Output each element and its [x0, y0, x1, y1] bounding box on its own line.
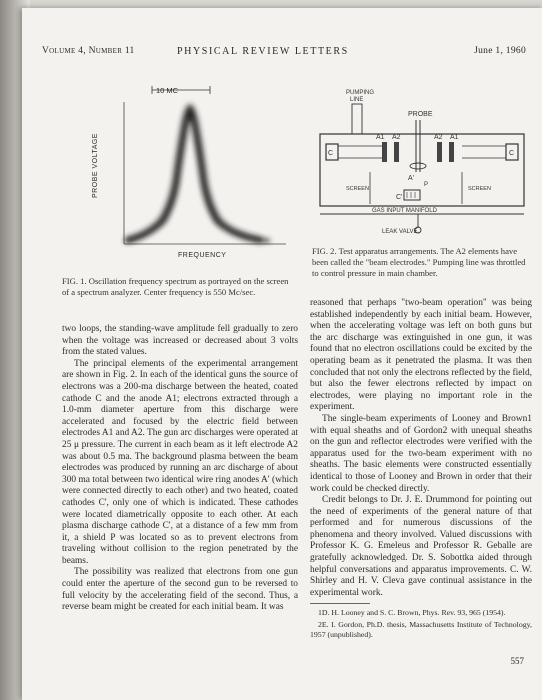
apparatus-diagram [312, 86, 532, 236]
label-c-prime: C' [396, 194, 403, 201]
electrode-a1-left [382, 142, 387, 162]
label-a2-left: A2 [392, 134, 401, 141]
running-header [42, 46, 526, 60]
journal-page [22, 8, 542, 700]
label-a2-right: A2 [434, 134, 443, 141]
paragraph: two loops, the standing-wave amplitude fell gradually to zero when the voltage was increased or decreased about 3 volts from the stated values. [62, 324, 298, 358]
ring-anode [410, 163, 426, 169]
footnote: 2E. I. Gordon, Ph.D. thesis, Massachusetts Institute of Technology, 1957 (unpublished). [310, 620, 532, 640]
spectrum-plot [110, 80, 290, 252]
label-a1-right: A1 [450, 134, 459, 141]
scale-label: 10 MC [156, 86, 179, 95]
label-manifold: GAS INPUT MANIFOLD [372, 208, 437, 214]
plasma-cathode [404, 190, 420, 200]
electrode-a2-right [437, 142, 442, 162]
footnote: 1D. H. Looney and S. C. Brown, Phys. Rev. 93, 965 (1954). [318, 608, 506, 618]
label-cathode-right: C [509, 150, 515, 157]
journal-title: PHYSICAL REVIEW LETTERS [177, 46, 349, 57]
x-axis-label: FREQUENCY [178, 252, 227, 259]
page-number: 557 [510, 656, 524, 666]
figure-2-caption: FIG. 2. Test apparatus arrangements. The A2 elements have been called the "beam electrodes." Pumping line was throttled to control pressure in main chamber. [312, 246, 526, 278]
footnote-rule [310, 603, 370, 604]
paragraph: Credit belongs to Dr. J. E. Drummond for pointing out the need of experiments of the general nature of that performed and for numerous discussions of the phenomena and theory involved. Valued discussions with Professor K. G. Emeleus and Professor R. Geballe are gratefully acknowledged. Dr. S. Sobottka aided through helpful conversations and apparatus improvements. C. W. Shirley and H. V. Cleva gave continual assistance in the experimental work. [310, 495, 532, 598]
paragraph: The possibility was realized that electrons from one gun could enter the aperture of the second gun to be reversed to full velocity by the accelerating field of the second. Thus, a reverse beam might be created for each initial beam. It was [62, 567, 298, 613]
paragraph: The single-beam experiments of Looney and Brown1 with equal sheaths and of Gordon2 with unequal sheaths on the gun and reflector electrodes were verified with the apparatus used for the two-beam experiment with no sheaths. The basic elements were constructed essentially identical to those of Looney and Brown in order that their work could be checked directly. [310, 413, 532, 494]
electrode-a2-left [394, 142, 399, 162]
figure-2-apparatus [312, 86, 532, 236]
label-screen-right: SCREEN [468, 186, 491, 192]
pumping-line [352, 104, 362, 134]
main-chamber [320, 134, 524, 206]
y-axis-label: PROBE VOLTAGE [92, 133, 99, 198]
label-probe: PROBE [408, 111, 433, 118]
figure-1-caption: FIG. 1. Oscillation frequency spectrum as portrayed on the screen of a spectrum analyzer. Center frequency is 550 Mc/sec. [62, 276, 289, 297]
paragraph: reasoned that perhaps "two-beam operation" was being established independently by each initial beam. However, when the accelerating voltage was left on both guns but the arc discharge was extinguished in one gun, it was found that no electron oscillations could be excited by the operating beam as it penetrated the plasma. It was then concluded that not only the electrons reflected by the field, but also the fewer electrons reflected by impact on electrodes, were playing no important role in the experiment. [310, 298, 532, 413]
paragraph: The principal elements of the experimental arrangement are shown in Fig. 2. In each of the identical guns the source of electrons was a 200-ma discharge between the heated, coated cathode C and the anode A1; electrons extracted through a 1.0-mm diameter aperture from this discharge were accelerated and focused by the electric field between electrodes A1 and A2. The gun arc discharges were operated at 25 μ pressure. The current in each beam as it left electrode A2 was about 0.5 ma. The background plasma between the beam electrodes was produced by running an arc discharge of about 300 ma total between two identical wire ring anodes A' (which were connected directly to each other) and two heated, coated cathodes C', only one of which is indicated. These cathodes were located diametrically opposite to each other. At each plasma discharge cathode C', at a distance of a few mm from it, a shield P was located so as to prevent electrons from traveling without collision to the region penetrated by the beams. [62, 358, 298, 566]
spectrum-trace [126, 108, 270, 241]
label-screen-left: SCREEN [346, 186, 369, 192]
left-column [62, 324, 298, 614]
issue-date: June 1, 1960 [474, 46, 526, 56]
label-a-prime: A' [408, 175, 415, 182]
volume-number: Volume 4, Number 11 [42, 46, 135, 56]
label-leak-valve: LEAK VALVE [382, 229, 418, 235]
right-column [310, 298, 532, 642]
label-cathode-left: C [328, 150, 334, 157]
electrode-a1-right [449, 142, 454, 162]
label-line: LINE [350, 97, 364, 103]
figure-1-spectrum [92, 80, 288, 259]
label-a1-left: A1 [376, 134, 385, 141]
footnotes [310, 608, 532, 640]
label-pumping: PUMPING [346, 90, 375, 96]
label-shield-p: P [424, 182, 429, 188]
